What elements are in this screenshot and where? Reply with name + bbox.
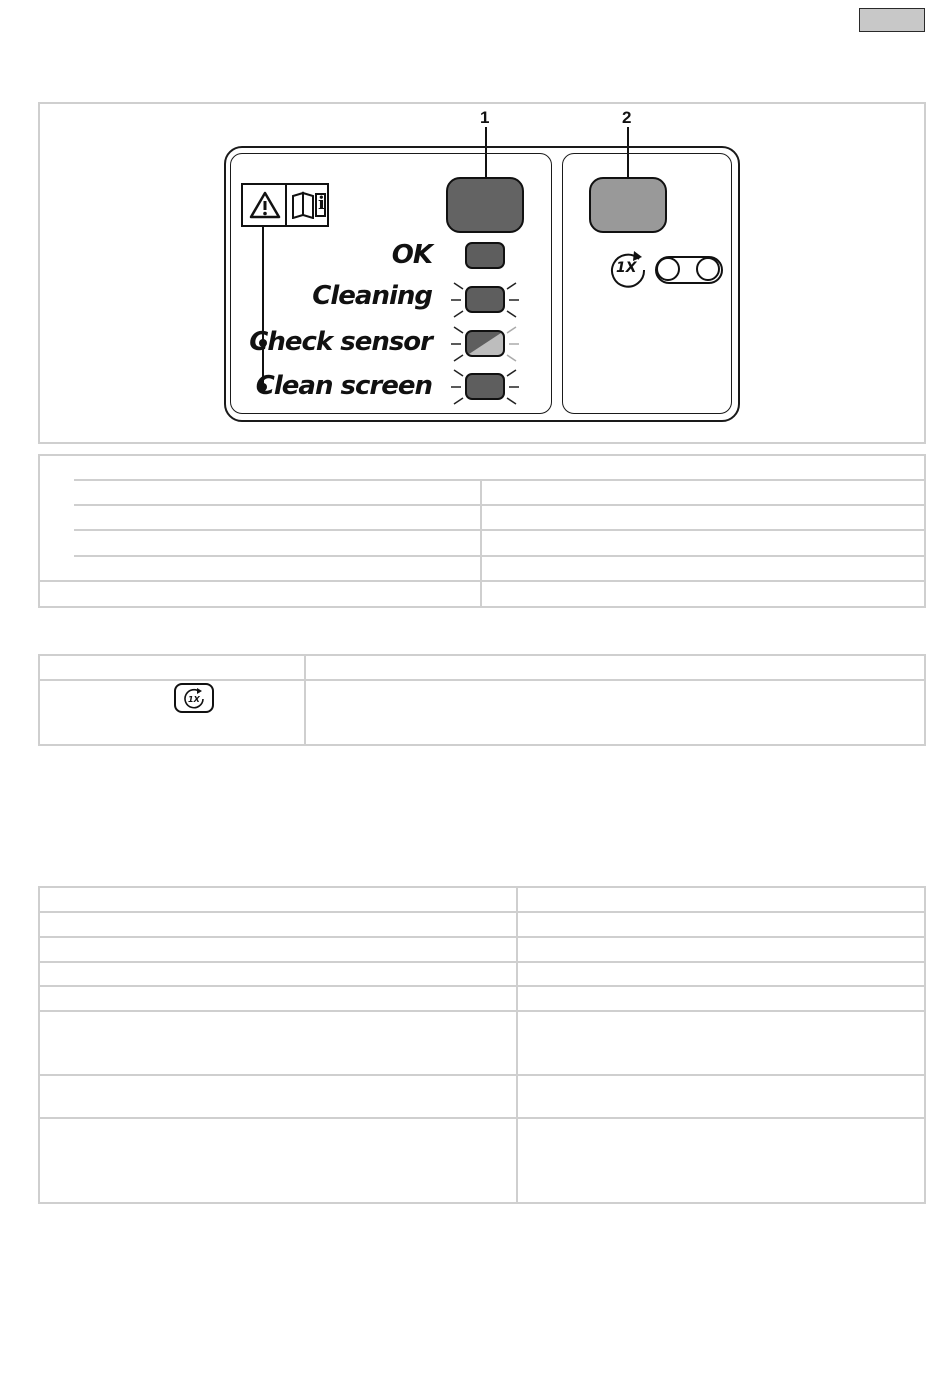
run-once-table [38, 654, 926, 746]
led-label-ok: OK [391, 240, 432, 270]
table-row-divider [74, 529, 924, 531]
led-label-clean-screen: Clean screen [255, 371, 432, 401]
table-row-divider [40, 985, 924, 987]
table-row-divider [40, 580, 924, 582]
table-row-divider [40, 961, 924, 963]
led-table [38, 454, 926, 608]
table-row-divider [40, 679, 924, 681]
led-label-cleaning: Cleaning [312, 281, 432, 311]
indicator-connector-line [262, 227, 264, 388]
callout-1: 1 [480, 108, 490, 127]
led-clean-screen [448, 367, 522, 407]
table-row-divider [74, 555, 924, 557]
troubleshooting-table [38, 886, 926, 1204]
led-cleaning [448, 280, 522, 320]
table-column-divider [480, 479, 482, 607]
blink-rays [448, 324, 522, 364]
svg-text:1X: 1X [188, 695, 200, 704]
led-ok [465, 242, 505, 269]
table-row-divider [40, 1010, 924, 1012]
button-2[interactable] [589, 177, 667, 233]
run-once-icon [610, 250, 648, 288]
table-row-divider [74, 504, 924, 506]
table-row-divider [74, 479, 924, 481]
warning-icon [249, 190, 281, 220]
table-row-divider [40, 911, 924, 913]
table-row-divider [40, 1074, 924, 1076]
callout-2: 2 [622, 108, 632, 127]
led-check-sensor [448, 324, 522, 364]
run-once-key-icon [174, 683, 214, 713]
button-1[interactable] [446, 177, 524, 233]
run-once-indicators [655, 256, 723, 284]
table-row-divider [40, 1117, 924, 1119]
table-column-divider [304, 656, 306, 744]
table-row-divider [40, 936, 924, 938]
run-once-glyph: 1X [616, 260, 637, 276]
led-label-check-sensor: Check sensor [249, 327, 432, 357]
table-column-divider [516, 888, 518, 1202]
info-glyph: i [318, 193, 325, 214]
warning-manual-icons [241, 183, 329, 227]
language-tab[interactable] [859, 8, 925, 32]
